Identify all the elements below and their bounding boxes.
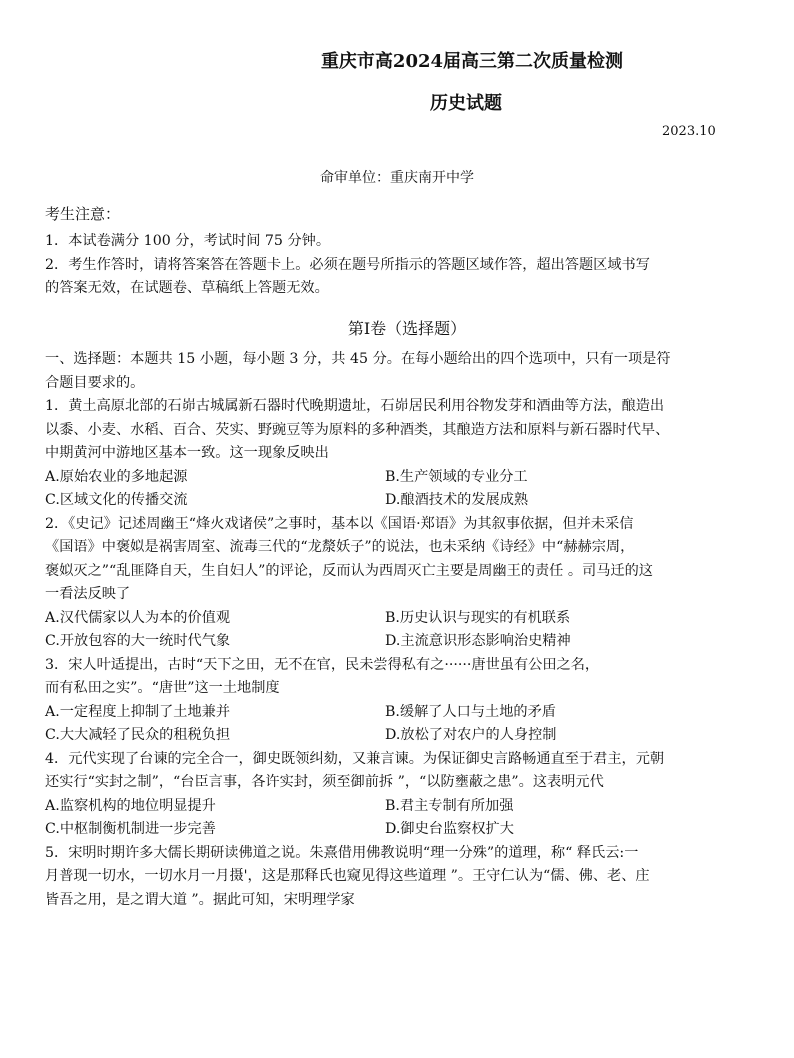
question-1-stem: 1．黄土高原北部的石峁古城属新石器时代晚期遗址，石峁居民利用谷物发芽和酒曲等方法，酿造出 bbox=[45, 398, 665, 414]
question-5-stem: 皆吾之用，是之谓大道 ”。据此可知，宋明理学家 bbox=[45, 892, 355, 908]
question-4-option-d: D.御史台监察权扩大 bbox=[385, 821, 514, 837]
exam-date: 2023.10 bbox=[662, 124, 716, 139]
section-title: 第Ⅰ卷（选择题） bbox=[347, 319, 467, 338]
question-5-stem: 月普现一切水，一切水月一月摄'，这是那释氏也窥见得这些道理 ”。王守仁认为“儒、佛、老、庄 bbox=[45, 868, 650, 884]
notice-heading: 考生注意： bbox=[45, 205, 121, 223]
exam-title: 重庆市高2024届高三第二次质量检测 bbox=[320, 51, 624, 72]
notice-line: 2．考生作答时，请将答案答在答题卡上。必须在题号所指示的答题区域作答，超出答题区域书写 bbox=[45, 257, 650, 273]
question-5-stem: 5．宋明时期许多大儒长期研读佛道之说。朱熹借用佛教说明“理一分殊”的道理，称“ 释氏云:一 bbox=[45, 845, 639, 861]
question-4-option-a: A.监察机构的地位明显提升 bbox=[45, 798, 216, 814]
compiling-unit: 命审单位：重庆南开中学 bbox=[320, 170, 474, 186]
question-1-option-c: C.区域文化的传播交流 bbox=[45, 492, 188, 508]
question-4-stem: 还实行“实封之制”，“台臣言事，各许实封，须至御前拆 ”，“以防壅蔽之患”。这表明元代 bbox=[45, 774, 604, 790]
section-instructions: 合题目要求的。 bbox=[45, 375, 145, 391]
subject-title: 历史试题 bbox=[430, 93, 502, 114]
question-4-option-b: B.君主专制有所加强 bbox=[385, 798, 514, 814]
question-2-option-a: A.汉代儒家以人为本的价值观 bbox=[45, 610, 231, 626]
question-3-option-c: C.大大减轻了民众的租税负担 bbox=[45, 727, 231, 743]
question-1-option-a: A.原始农业的多地起源 bbox=[45, 469, 188, 485]
question-1-option-b: B.生产领域的专业分工 bbox=[385, 469, 528, 485]
question-2-option-d: D.主流意识形态影响治史精神 bbox=[385, 633, 571, 649]
question-3-stem: 而有私田之实”。“唐世”这一土地制度 bbox=[45, 680, 280, 696]
question-1-option-d: D.酿酒技术的发展成熟 bbox=[385, 492, 529, 508]
question-3-option-d: D.放松了对农户的人身控制 bbox=[385, 727, 557, 743]
question-3-option-a: A.一定程度上抑制了土地兼并 bbox=[45, 704, 231, 720]
question-4-stem: 4．元代实现了台谏的完全合一，御史既领纠劾，又兼言谏。为保证御史言路畅通直至于君主，元朝 bbox=[45, 751, 665, 767]
question-1-stem: 以黍、小麦、水稻、百合、芡实、野豌豆等为原料的多种酒类，其酿造方法和原料与新石器时代早、 bbox=[45, 422, 670, 438]
question-1-stem: 中期黄河中游地区基本一致。这一现象反映出 bbox=[45, 445, 329, 461]
question-2-stem: 褒姒灭之”“乱匪降自天，生自妇人”的评论，反而认为西周灭亡主要是周幽王的责任 。司马迁的这 bbox=[45, 563, 653, 579]
question-2-stem: 2．《史记》记述周幽王“烽火戏诸侯”之事时，基本以《国语·郑语》为其叙事依据，但并未采信 bbox=[45, 516, 634, 532]
question-3-stem: 3．宋人叶适提出，古时“天下之田，无不在官，民未尝得私有之······唐世虽有公田之名， bbox=[45, 657, 600, 673]
notice-line: 1．本试卷满分 100 分，考试时间 75 分钟。 bbox=[45, 233, 331, 249]
notice-line: 的答案无效，在试题卷、草稿纸上答题无效。 bbox=[45, 280, 329, 296]
section-instructions: 一、选择题：本题共 15 小题，每小题 3 分，共 45 分。在每小题给出的四个选项中，只有一项是符 bbox=[45, 351, 671, 367]
question-2-stem: 一看法反映了 bbox=[45, 586, 131, 602]
question-2-stem: 《国语》中褒姒是祸害周室、流毒三代的“龙漦妖子”的说法，也未采纳《诗经》中“赫赫宗周， bbox=[45, 539, 635, 555]
question-3-option-b: B.缓解了人口与土地的矛盾 bbox=[385, 704, 556, 720]
question-2-option-c: C.开放包容的大一统时代气象 bbox=[45, 633, 231, 649]
question-2-option-b: B.历史认识与现实的有机联系 bbox=[385, 610, 571, 626]
question-4-option-c: C.中枢制衡机制进一步完善 bbox=[45, 821, 216, 837]
